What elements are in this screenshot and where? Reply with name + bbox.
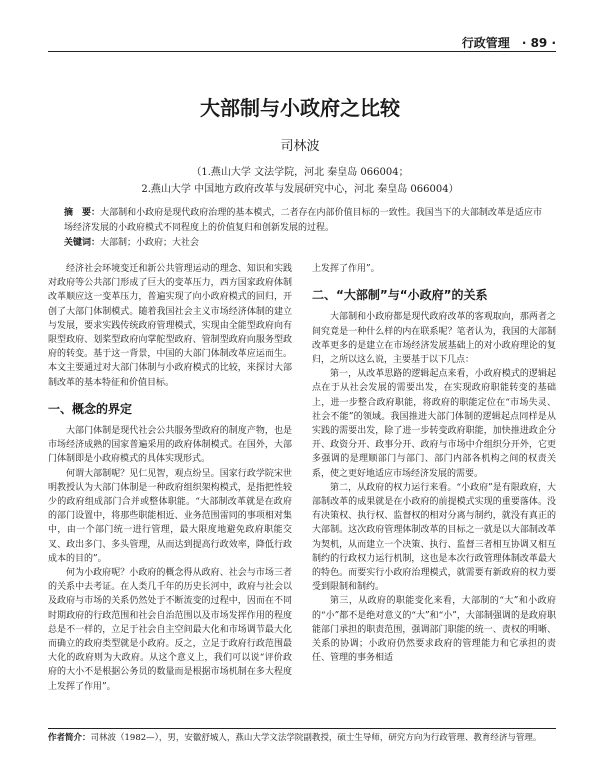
paragraph-continuation: 上发挥了作用”。 xyxy=(312,264,380,274)
footnote-label: 作者简介： xyxy=(48,733,91,743)
author-footnote xyxy=(48,731,556,745)
page-number: · 89 · xyxy=(521,36,556,50)
paragraph: 第二，从政府的权力运行来看。“小政府”是有限政府，大部制改革的成果就是在小政府的前提模式实现的重要落体。没有决策权、执行权、监督权的相对分离与制约，就没有真正的大部制。这次政府管理体制改革的目标之一就是以大部制改革为契机，从而建立一个决策、执行、监督三者相互协调又相互制约的行政权力运行机制，这也是本次行政管理体制改革最大的特色。而要实行小政府治理模式，就需要有新政府的权力要受到限制和制约。 xyxy=(312,482,556,593)
paragraph: 大部门体制是现代社会公共服务型政府的制度产物，也是市场经济成熟的国家普遍采用的政府体制模式。在国外，大部门体制即是小政府模式的具体实现形式。 xyxy=(48,426,292,465)
article-title: 大部制与小政府之比较 xyxy=(200,96,400,120)
paragraph: 第一，从改革思路的逻辑起点来看，小政府模式的逻辑起点在于从社会发展的需要出发，在实现政府职能转变的基础上，进一步整合政府职能，将政府的职能定位在“市场失灵、社会不能”的领域。我国推进大部门体制的逻辑起点同样是从实践的需要出发，除了进一步转变政府职能，加快推进政企分开、政资分开、政事分开、政府与市场中介组织分开外，它更多强调的是理顺部门与部门、部门内部各机构之间的权责关系，使之更好地适应市场经济发展的需要。 xyxy=(312,369,556,479)
footnote-text: 司林波（1982—），男，安徽舒城人，燕山大学文法学院副教授，硕士生导师，研究方向为行政管理、教育经济与管理。 xyxy=(90,733,542,743)
left-column xyxy=(48,262,292,694)
section-heading-2: 二、“大部制”与“小政府”的关系 xyxy=(312,288,488,303)
abstract-text: 大部制和小政府是现代政府治理的基本模式，二者存在内部价值目标的一致性。我国当下的大部制改革是适应市场经济发展的小政府模式不同程度上的价值复归和创新发展的过程。 xyxy=(64,208,542,233)
paragraph: 大部制和小政府都是现代政府改革的客观取向，那两者之间究竟是一种什么样的内在联系呢？笔者认为，我国的大部制改革更多的是建立在市场经济发展基础上的对小政府理论的复归，之所以这么说，主要基于以下几点： xyxy=(312,312,556,366)
right-column xyxy=(312,262,556,665)
journal-name: 行政管理 xyxy=(461,36,510,50)
abstract xyxy=(64,206,542,236)
running-header xyxy=(48,30,556,52)
keywords xyxy=(64,236,542,251)
paragraph: 第三，从政府的职能变化来看，大部制的“大”和小政府的“小”都不是绝对意义的“大”和“小”，大部制强调的是政府职能部门承担的职责范围，强调部门职能的统一、责权的明晰、关系的协调；小政府仍然要求政府的管理能力和它承担的责任、管理的事务相适 xyxy=(312,596,556,664)
paragraph: 何谓大部制呢？见仁见智，观点纷呈。国家行政学院宋世明教授认为大部门体制是一种政府组织架构模式，是指把性较少的政府组成部门合并或整体职能。“大部制改革就是在政府的部门设置中，将那些职能相近、业务范围雷同的事项相对集中，由一个部门统一进行管理，最大限度地避免政府职能交叉、政出多门、多头管理，从而达到提高行政效率，降低行政成本的目的”。 xyxy=(48,468,292,564)
footnote-rule xyxy=(48,728,556,729)
keywords-label: 关键词： xyxy=(64,238,101,248)
abstract-block xyxy=(64,206,542,251)
affiliation-1: （1.燕山大学 文法学院，河北 秦皇岛 066004； xyxy=(191,167,409,178)
abstract-label: 摘 要： xyxy=(64,208,101,218)
paragraph: 何为小政府呢？小政府的概念得从政府、社会与市场三者的关系中去考证。在人类几千年的历史长河中，政府与社会以及政府与市场的关系仍然处于不断流变的过程中，因而在不同时期政府的行政范围和社会自治范围以及市场发挥作用的程度总是不一样的，立足于社会自主空间最大化和市场调节最大化而确立的政府类型就是小政府。反之，立足于政府行政范围最大化的政府则为大政府。从这个意义上，我们可以说“评价政府的大小不是根据公务员的数量而是根据市场机制在多大程度上发挥了作用”。 xyxy=(48,568,292,692)
author-name: 司林波 xyxy=(280,139,320,154)
section-heading-1: 一、概念的界定 xyxy=(48,401,133,416)
journal-and-page xyxy=(462,34,556,51)
affiliation-2: 2.燕山大学 中国地方政府改革与发展研究中心，河北 秦皇岛 066004） xyxy=(141,184,459,195)
paragraph: 经济社会环境变迁和新公共管理运动的理念、知识和实践对政府等公共部门形成了巨大的变革压力，西方国家政府体制改革顺应这一变革压力，普遍实现了向小政府模式的回归，开创了大部门体制模式。随着我国社会主义市场经济体制的建立与发展，要求实践传统政府管理模式，实现由全能型政府向有限型政府、划桨型政府向掌舵型政府、管制型政府向服务型政府的转变。基于这一背景，中国的大部门体制改革应运而生。本文主要通过对大部门体制与小政府模式的比较，来探讨大部制改革的基本特征和价值目标。 xyxy=(48,264,292,388)
header-rule xyxy=(48,51,556,52)
keywords-text: 大部制；小政府；大社会 xyxy=(100,238,200,248)
